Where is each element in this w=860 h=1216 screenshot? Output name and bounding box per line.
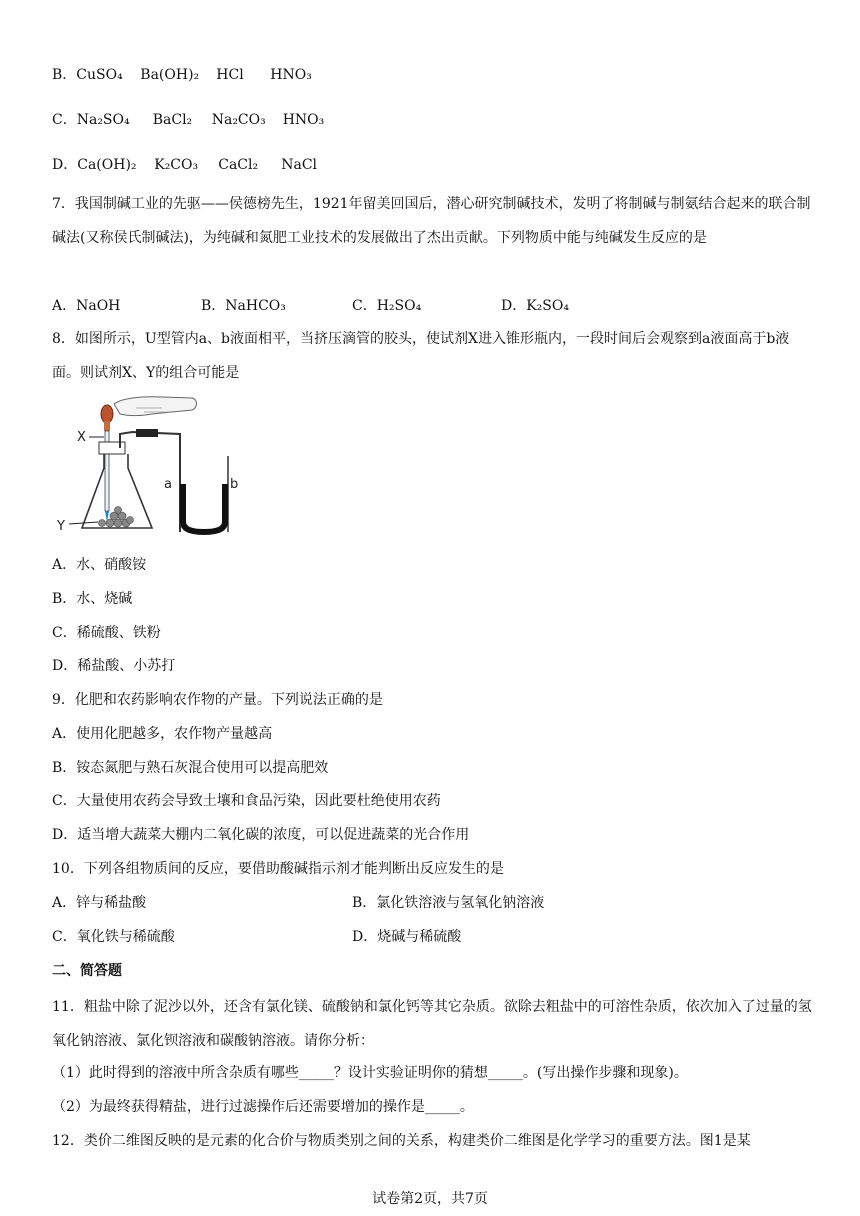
label-x: X [77,430,86,445]
apparatus-figure [52,394,252,539]
formula: NaCl [281,157,318,173]
option: D．K₂SO₄ [501,298,569,314]
page-footer: 试卷第2页，共7页 [372,1191,488,1207]
option: C．H₂SO₄ [352,298,422,314]
q9-option-d: D．适当增大蔬菜大棚内二氧化碳的浓度，可以促进蔬菜的光合作用 [52,827,470,843]
q10-option-b: B．氯化铁溶液与氢氧化钠溶液 [352,895,545,911]
q9-option-b: B．铵态氮肥与熟石灰混合使用可以提高肥效 [52,760,329,776]
q9-stem: 9．化肥和农药影响农作物的产量。下列说法正确的是 [52,692,383,708]
q11-stem: 11．粗盐中除了泥沙以外，还含有氯化镁、硫酸钠和氯化钙等其它杂质。欲除去粗盐中的可溶性杂质，依次加入了过量的氢氧化钠溶液、氯化钡溶液和碳酸钠溶液。请你分析： [52,999,812,1049]
q8-option-b: B．水、烧碱 [52,591,133,607]
q11-sub2: （2）为最终获得精盐，进行过滤操作后还需要增加的操作是_____。 [52,1099,474,1115]
formula: BaCl₂ [152,112,193,128]
formula: CuSO₄ [76,67,123,83]
q10-option-a: A．锌与稀盐酸 [52,895,147,911]
q10-option-c: C．氧化铁与稀硫酸 [52,929,175,945]
q10-option-d: D．烧碱与稀硫酸 [352,929,462,945]
q7-stem: 7．我国制碱工业的先驱——侯德榜先生，1921年留美回国后，潜心研究制碱技术，发明了将制碱与制氨结合起来的联合制碱法(又称侯氏制碱法)，为纯碱和氮肥工业技术的发展做出了杰出贡献。下列物质中能与纯碱发生反应的是 [52,196,811,246]
formula: Ba(OH)₂ [140,67,200,83]
formula: HCl [216,67,244,83]
q9-option-a: A．使用化肥越多，农作物产量越高 [52,726,273,742]
section-heading: 二、简答题 [52,963,122,979]
q9-option-c: C．大量使用农药会导致土壤和食品污染，因此要杜绝使用农药 [52,793,441,809]
q12-stem: 12．类价二维图反映的是元素的化合价与物质类别之间的关系，构建类价二维图是化学学习的重要方法。图1是某 [52,1133,751,1149]
label-a: a [164,477,172,492]
option: B．NaHCO₃ [201,298,286,314]
formula: K₂CO₃ [154,157,199,173]
formula: Na₂SO₄ [76,112,130,128]
q11-sub1: （1）此时得到的溶液中所含杂质有哪些_____？设计实验证明你的猜想_____。(写出操作步骤和现象)。 [52,1065,688,1081]
option: A．NaOH [52,298,121,314]
formula: HNO₃ [270,67,312,83]
label-y: Y [57,519,65,534]
q8-stem: 8．如图所示，U型管内a、b液面相平，当挤压滴管的胶头，使试剂X进入锥形瓶内，一段时间后会观察到a液面高于b液面。则试剂X、Y的组合可能是 [52,331,790,381]
q8-option-a: A．水、硝酸铵 [52,557,147,573]
q6-option-d: D．Ca(OH)₂ K₂CO₃ CaCl₂ NaCl [52,157,318,173]
formula: Na₂CO₃ [211,112,266,128]
q10-stem: 10．下列各组物质间的反应，要借助酸碱指示剂才能判断出反应发生的是 [52,861,504,877]
formula: Ca(OH)₂ [77,157,137,173]
q6-option-c: C．Na₂SO₄ BaCl₂ Na₂CO₃ HNO₃ [52,112,325,128]
label-b: b [230,477,239,492]
q6-option-b: B．CuSO₄ Ba(OH)₂ HCl HNO₃ [52,67,312,83]
formula: HNO₃ [282,112,325,128]
formula: CaCl₂ [218,157,259,173]
q8-option-c: C．稀硫酸、铁粉 [52,625,161,641]
q7-options [52,297,569,315]
q8-option-d: D．稀盐酸、小苏打 [52,658,176,674]
